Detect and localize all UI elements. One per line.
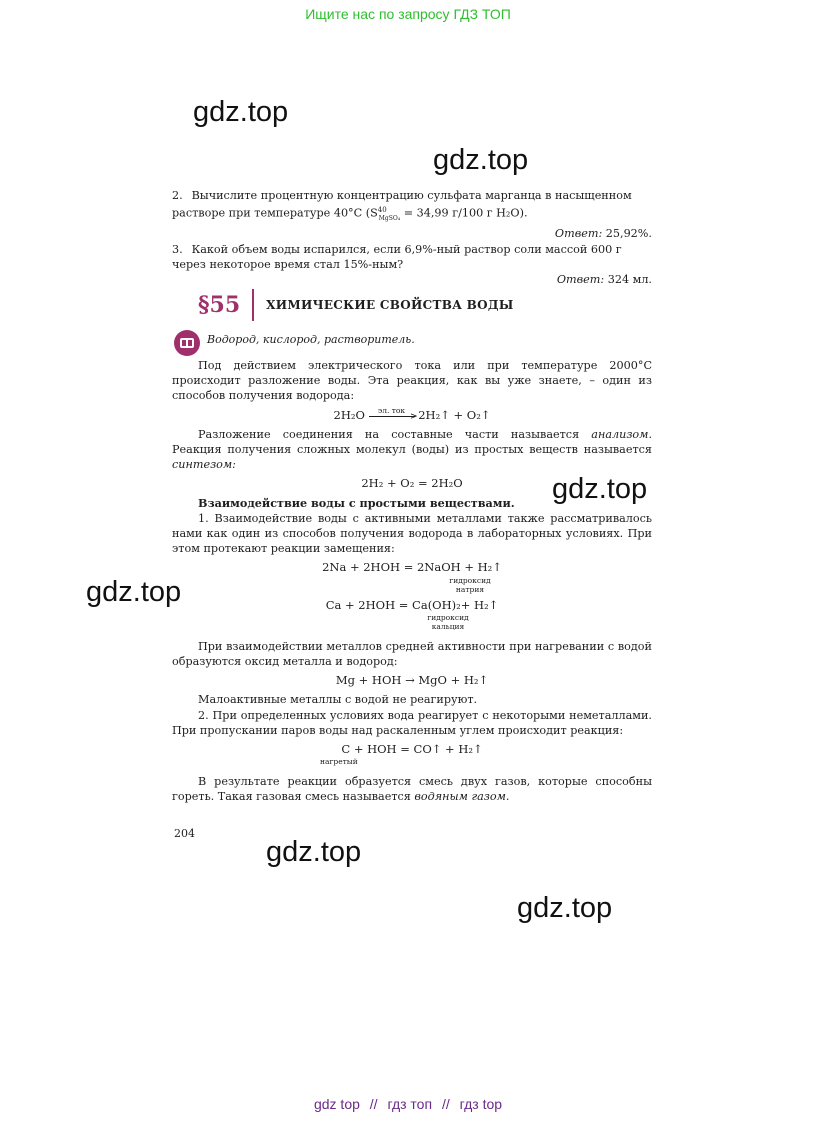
term: синтезом:: [172, 458, 236, 472]
problem-text-cont: [172, 203, 652, 226]
equation-calcium: Ca + 2HOH = Ca(OH)₂+ H₂↑: [325, 597, 499, 612]
paragraph: Под действием электрического тока или при температуре 2000°C происходит разложение воды. Эта реакция, как вы уже знаете, – один из способов получения водорода:: [172, 359, 652, 403]
paragraph: 1. Взаимодействие воды с активными металлами также рассматривалось нами как один из способов получения водорода в лабораторных условиях. При этом протекают реакции замещения:: [172, 511, 652, 556]
text: В результате реакции образуется смесь двух газов, которые способны гореть. Такая газовая смесь называется: [172, 775, 652, 804]
arrow-label: эл. ток: [378, 405, 406, 415]
note-line: гидроксид: [427, 612, 469, 622]
term: водяным газом: [414, 790, 506, 804]
answer-label: Ответ:: [554, 227, 603, 241]
problem-text: Вычислите процентную концентрацию сульфата марганца в насыщенном: [191, 189, 632, 202]
watermark: gdz.top: [193, 96, 289, 128]
answer: [172, 272, 652, 287]
text: . Реакция получения сложных молекул (воды) из простых веществ называется: [172, 427, 652, 457]
text: Разложение соединения на составные части называется: [198, 427, 592, 441]
top-search-link[interactable]: Ищите нас по запросу ГДЗ ТОП: [305, 6, 511, 22]
problem-3: [172, 242, 652, 257]
answer-value: 324 мл.: [604, 272, 652, 286]
answer: [172, 226, 652, 241]
equation-electrolysis: [172, 405, 652, 423]
book-icon: [174, 330, 200, 356]
term: анализом: [591, 427, 649, 441]
paragraph: Малоактивные металлы с водой не реагируют.: [198, 693, 478, 707]
reaction-arrow: эл. ток >: [369, 415, 415, 417]
paragraph: При взаимодействии металлов средней активности при нагревании с водой образуются оксид металла и водород:: [172, 639, 652, 669]
section-divider: [252, 289, 254, 321]
separator: //: [369, 1096, 378, 1112]
section-body: [172, 358, 652, 805]
bottom-link[interactable]: gdz top: [313, 1096, 360, 1112]
problem-text-cont: через некоторое время стал 15%-ным?: [172, 257, 404, 271]
superscript: 40: [377, 206, 387, 215]
equation-note: нагретый: [320, 757, 358, 767]
equation-sodium: 2Na + 2HOH = 2NaOH + H₂↑: [322, 560, 502, 575]
problem-number: 2.: [172, 189, 183, 202]
paragraph: 2. При определенных условиях вода реагирует с некоторыми неметаллами. При пропускании паров воды над раскаленным углем происходит реакция:: [172, 708, 652, 737]
equation-magnesium: Mg + HOH → MgO + H₂↑: [335, 673, 489, 688]
subscript: MgSO₄: [378, 215, 401, 223]
equation-left: 2H₂O: [333, 407, 365, 422]
keywords: Водород, кислород, растворитель.: [207, 333, 415, 346]
problem-number: 3.: [172, 242, 183, 256]
paragraph: [172, 774, 652, 804]
separator: //: [441, 1096, 450, 1112]
equation-synthesis: 2H₂ + O₂ = 2H₂O: [361, 476, 463, 491]
section-title: ХИМИЧЕСКИЕ СВОЙСТВА ВОДЫ: [266, 298, 514, 312]
note-line: гидроксид: [449, 575, 491, 585]
equation-carbon: C + HOH = CO↑ + H₂↑: [341, 742, 483, 757]
watermark: gdz.top: [86, 576, 182, 608]
text: .: [505, 790, 510, 804]
watermark: gdz.top: [433, 144, 529, 176]
section-header: [198, 288, 514, 322]
watermark: gdz.top: [517, 892, 613, 924]
equation-right: 2H₂↑ + O₂↑: [418, 407, 491, 422]
watermark: gdz.top: [552, 473, 648, 505]
answer-value: 25,92%.: [602, 227, 652, 241]
problem-text: Какой объем воды испарился, если 6,9%-ный раствор соли массой 600 г: [191, 242, 622, 256]
answer-label: Ответ:: [556, 272, 605, 286]
page-number: 204: [174, 827, 195, 840]
bottom-link[interactable]: гдз top: [459, 1096, 503, 1112]
bottom-link[interactable]: гдз топ: [387, 1096, 433, 1112]
section-number: §55: [198, 292, 241, 318]
paragraph: [172, 427, 652, 473]
note-line: натрия: [455, 584, 485, 594]
note-line: кальция: [431, 621, 465, 631]
equation-note: [244, 613, 652, 631]
watermark: gdz.top: [266, 836, 362, 868]
equation-note: [288, 576, 652, 594]
problem-text: = 34,99 г/100 г H₂O).: [400, 206, 528, 220]
problems-block: [172, 188, 652, 287]
bottom-links: [0, 1096, 816, 1112]
subheading: Взаимодействие воды с простыми веществами.: [198, 495, 515, 510]
problem-2: [172, 188, 652, 203]
problem-text: растворе при температуре 40°C (S: [172, 206, 378, 220]
